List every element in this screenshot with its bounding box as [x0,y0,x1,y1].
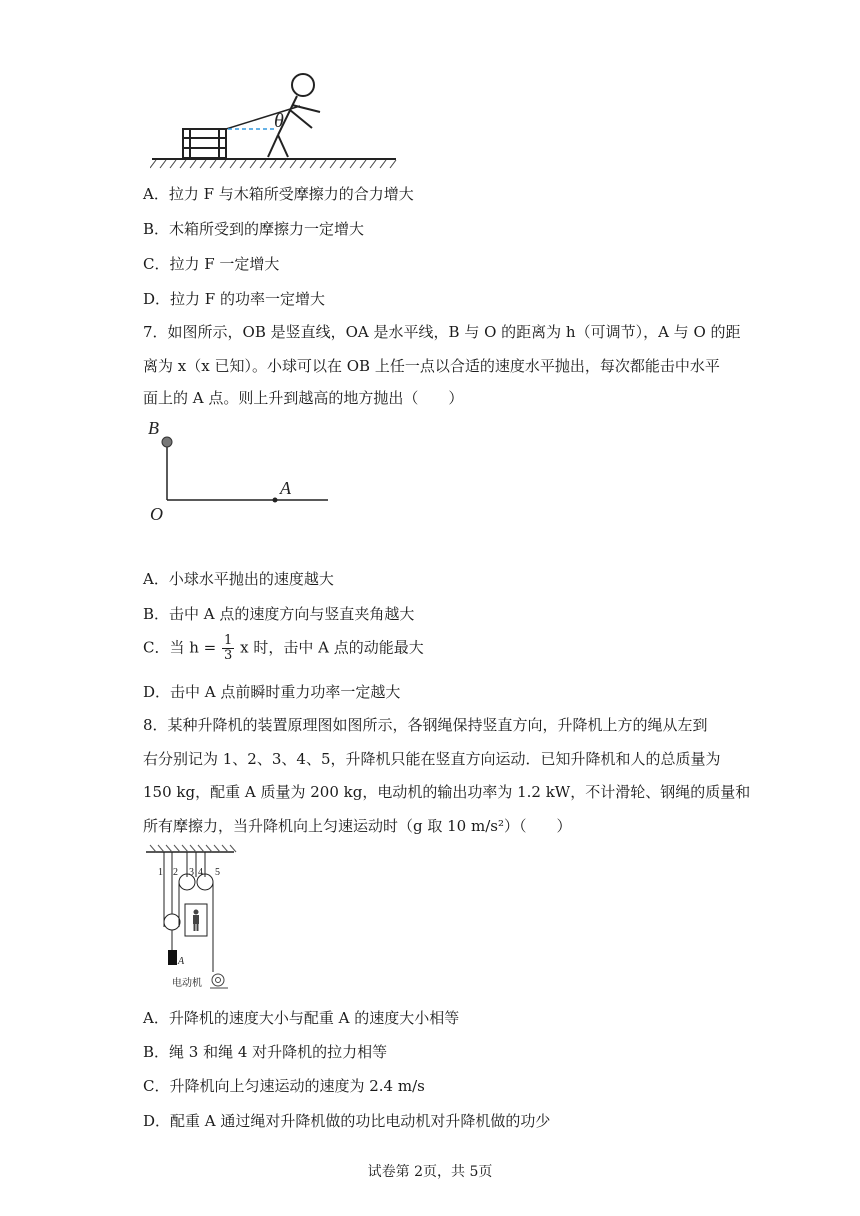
q8-option-a: A．升降机的速度大小与配重 A 的速度大小相等 [143,1009,460,1027]
q8-stem-line-2: 右分别记为 1、2、3、4、5，升降机只能在竖直方向运动．已知升降机和人的总质量为 [143,750,721,768]
projectile-figure [140,414,340,526]
q7-option-c [143,634,424,663]
rope-3-label: 3 [189,867,194,878]
q7-option-c-prefix: C．当 h = [143,638,217,657]
q6-option-c: C．拉力 F 一定增大 [143,255,280,273]
q7-option-c-suffix: x 时，击中 A 点的动能最大 [240,638,424,657]
weight-a-label: A [178,956,185,967]
q7-stem-line-2: 离为 x（x 已知）。小球可以在 OB 上任一点以合适的速度水平抛出，每次都能击中水平 [143,357,720,375]
rope-5-label: 5 [215,867,220,878]
theta-label: θ [274,110,284,132]
motor-label: 电动机 [172,978,202,989]
q7-option-b: B．击中 A 点的速度方向与竖直夹角越大 [143,605,415,623]
rope-4-label: 4 [198,867,203,878]
rope-2-label: 2 [173,867,178,878]
point-b-label: B [148,418,159,438]
q8-option-d: D．配重 A 通过绳对升降机做的功比电动机对升降机做的功少 [143,1112,551,1130]
point-o-label: O [150,504,163,524]
q8-stem-line-1: 8．某种升降机的装置原理图如图所示，各钢绳保持竖直方向，升降机上方的绳从左到 [143,716,708,734]
q8-option-b: B．绳 3 和绳 4 对升降机的拉力相等 [143,1043,388,1061]
q6-option-d: D．拉力 F 的功率一定增大 [143,290,325,308]
rope-1-label: 1 [158,867,163,878]
fraction-numerator: 1 [224,633,233,648]
q6-option-a: A．拉力 F 与木箱所受摩擦力的合力增大 [143,185,414,203]
page-footer: 试卷第 2页，共 5页 [367,1164,493,1180]
fraction [222,634,234,663]
q7-stem-line-1: 7．如图所示，OB 是竖直线，OA 是水平线，B 与 O 的距离为 h（可调节），A 与 O 的距 [143,323,741,341]
elevator-pulley-figure [140,842,250,997]
q8-stem-line-3: 150 kg，配重 A 质量为 200 kg，电动机的输出功率为 1.2 kW，不计滑轮、钢绳的质量和 [143,783,751,801]
q6-option-b: B．木箱所受到的摩擦力一定增大 [143,220,365,238]
q7-option-d: D．击中 A 点前瞬时重力功率一定越大 [143,683,401,701]
q7-option-a: A．小球水平抛出的速度越大 [143,570,334,588]
q8-option-c: C．升降机向上匀速运动的速度为 2.4 m/s [143,1077,425,1095]
q7-stem-line-3: 面上的 A 点。则上升到越高的地方抛出（ ） [143,389,464,407]
box-pulling-figure [150,70,400,170]
fraction-denominator: 3 [224,648,233,663]
q8-stem-line-4: 所有摩擦力，当升降机向上匀速运动时（g 取 10 m/s²）（ ） [143,817,572,835]
point-a-label: A [280,478,291,498]
